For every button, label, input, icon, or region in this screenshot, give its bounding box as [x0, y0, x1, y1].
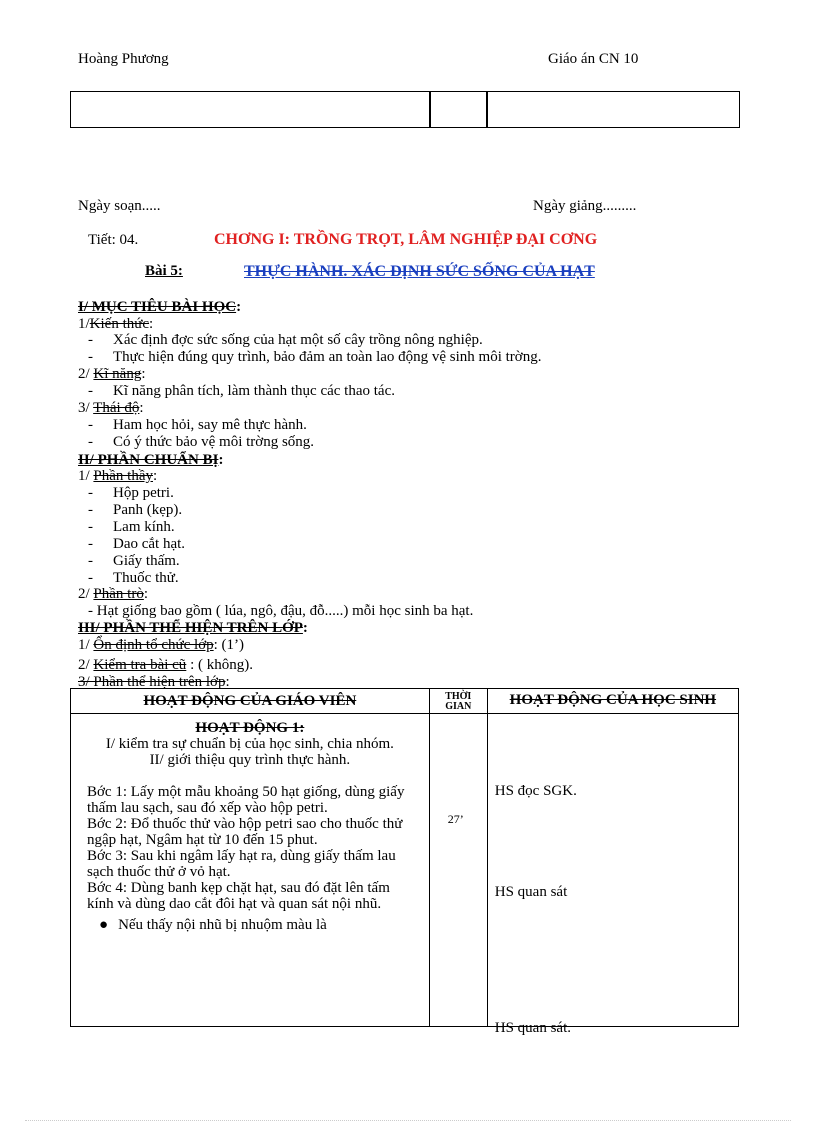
section3-title: III/ PHẦN THỂ HIỆN TRÊN LỚP [78, 620, 303, 636]
teacher-num: 1/ [78, 468, 90, 484]
section1-heading [78, 299, 241, 316]
activity-table [70, 688, 739, 1036]
attitude-heading: 3/ Thái độ: [78, 400, 144, 416]
student-label: Phần trò [93, 586, 144, 602]
header-teacher-cell [71, 689, 430, 714]
s2-num: 2/ [78, 657, 90, 673]
student-heading: 2/ Phần trò: [78, 586, 149, 602]
bullet-item [87, 917, 413, 933]
procedure-step-4: Bớc 4: Dùng banh kẹp chặt hạt, sau đó đặt lên tấm kính và dùng dao cắt đôi hạt và quan sát nội nhũ. [87, 880, 390, 912]
attitude-list [78, 417, 314, 451]
list-item: - Dao cắt hạt. [78, 536, 185, 553]
s2-rest: : ( không). [186, 657, 253, 673]
chapter-title: CHƠNG I: TRỒNG TRỌT, LÂM NGHIỆP ĐẠI CƠNG [214, 231, 598, 248]
list-item: - Thuốc thử. [78, 570, 185, 587]
knowledge-heading: 1/Kiến thức: [78, 316, 154, 332]
time-value: 27’ [447, 812, 464, 826]
bullet-icon: ● [99, 917, 109, 933]
list-item: - Thực hiện đúng quy trình, bảo đảm an toàn lao động vệ sinh môi trờng. [78, 349, 542, 366]
teacher-heading: 1/ Phần thầy: [78, 468, 158, 484]
knowledge-list [78, 332, 542, 366]
list-item: - Xác định đợc sức sống của hạt một số cây trồng nông nghiệp. [78, 332, 542, 349]
lesson-label: Bài 5: [145, 263, 183, 279]
step2-heading [78, 657, 253, 674]
author-name: Hoàng Phương [78, 51, 169, 67]
period-label: Tiết: 04. [88, 232, 139, 248]
list-item: - Lam kính. [78, 519, 185, 536]
skills-list [78, 383, 395, 400]
list-item: - Giấy thấm. [78, 553, 185, 570]
skills-label: Kĩ năng [93, 366, 142, 382]
section2-title: II/ PHẦN CHUẨN BỊ [78, 452, 219, 468]
section1-title: I/ MỤC TIÊU BÀI HỌC [78, 299, 237, 315]
student-text: - Hạt giống bao gồm ( lúa, ngô, đậu, đỗ.....) mỗi học sinh ba hạt. [88, 603, 474, 619]
skills-num: 2/ [78, 366, 90, 382]
prepared-date: Ngày soạn..... [78, 198, 161, 214]
student-num: 2/ [78, 586, 90, 602]
s3-colon: : [225, 674, 230, 690]
list-item: - Ham học hỏi, say mê thực hành. [78, 417, 314, 434]
s3-label: 3/ Phần thể hiện trên lớp [78, 674, 226, 690]
teacher-step-check: I/ kiểm tra sự chuẩn bị của học sinh, chia nhóm. [105, 736, 394, 752]
procedure-step-1: Bớc 1: Lấy một mẫu khoảng 50 hạt giống, dùng giấy thấm lau sạch, sau đó xếp vào hộp petri. [87, 784, 405, 816]
section3-heading [78, 620, 308, 637]
teacher-activity-cell [71, 714, 430, 1027]
col-time-heading: THỜI GIAN [445, 691, 472, 712]
teacher-list [78, 485, 185, 587]
page-bottom-divider [25, 1120, 791, 1121]
bullet-text: Nếu thấy nội nhũ bị nhuộm màu là [118, 917, 327, 933]
section3-colon: : [302, 620, 308, 636]
header-cell-2 [429, 91, 488, 128]
teacher-label: Phần thầy [93, 468, 153, 484]
procedure-step-3: Bớc 3: Sau khi ngâm lấy hạt ra, dùng giấy thấm lau sạch thuốc thử ở vỏ hạt. [87, 848, 396, 880]
skills-heading: 2/ Kĩ năng: [78, 366, 146, 382]
attitude-num: 3/ [78, 400, 90, 416]
step1-heading [78, 637, 244, 654]
header-student-cell [487, 689, 738, 714]
teacher-step-intro: II/ giới thiệu quy trình thực hành. [149, 752, 351, 768]
taught-date: Ngày giảng......... [533, 198, 637, 214]
list-item: - Kĩ năng phân tích, làm thành thục các thao tác. [78, 383, 395, 400]
s1-rest: : (1’) [213, 637, 245, 653]
header-time-cell [429, 689, 487, 714]
procedure-step-2: Bớc 2: Đổ thuốc thử vào hộp petri sao cho thuốc thử ngập hạt, Ngâm hạt từ 10 đến 15 phut. [87, 816, 403, 848]
course-title: Giáo án CN 10 [548, 51, 639, 67]
student-step-2: HS quan sát [494, 884, 568, 900]
time-cell [429, 714, 487, 1027]
student-activity-cell [487, 714, 738, 1036]
table-header-row [71, 689, 739, 714]
section1-colon: : [236, 299, 242, 315]
section2-heading [78, 452, 223, 469]
knowledge-num: 1/ [78, 316, 90, 332]
attitude-label: Thái độ [93, 400, 140, 416]
header-cell-3 [486, 91, 740, 128]
student-step-3: HS quan sát. [494, 1020, 571, 1036]
activity-title: HOẠT ĐỘNG 1: [195, 720, 305, 736]
col-teacher-heading: HOẠT ĐỘNG CỦA GIÁO VIÊN [143, 693, 357, 709]
section2-colon: : [218, 452, 224, 468]
header-cell-1 [70, 91, 431, 128]
lesson-title: THỰC HÀNH. XÁC ĐỊNH SỨC SỐNG CỦA HẠT [244, 263, 595, 280]
knowledge-label: Kiến thức [89, 316, 150, 332]
list-item: - Có ý thức bảo vệ môi trờng sống. [78, 434, 314, 451]
student-step-1: HS đọc SGK. [494, 783, 577, 799]
list-item: - Panh (kẹp). [78, 502, 185, 519]
col-student-heading: HOẠT ĐỘNG CỦA HỌC SINH [509, 692, 717, 708]
table-row [71, 714, 739, 1027]
s1-label: Ổn định tổ chức lớp [93, 637, 214, 653]
s1-num: 1/ [78, 637, 90, 653]
s2-label: Kiểm tra bài cũ [93, 657, 187, 673]
list-item: - Hộp petri. [78, 485, 185, 502]
